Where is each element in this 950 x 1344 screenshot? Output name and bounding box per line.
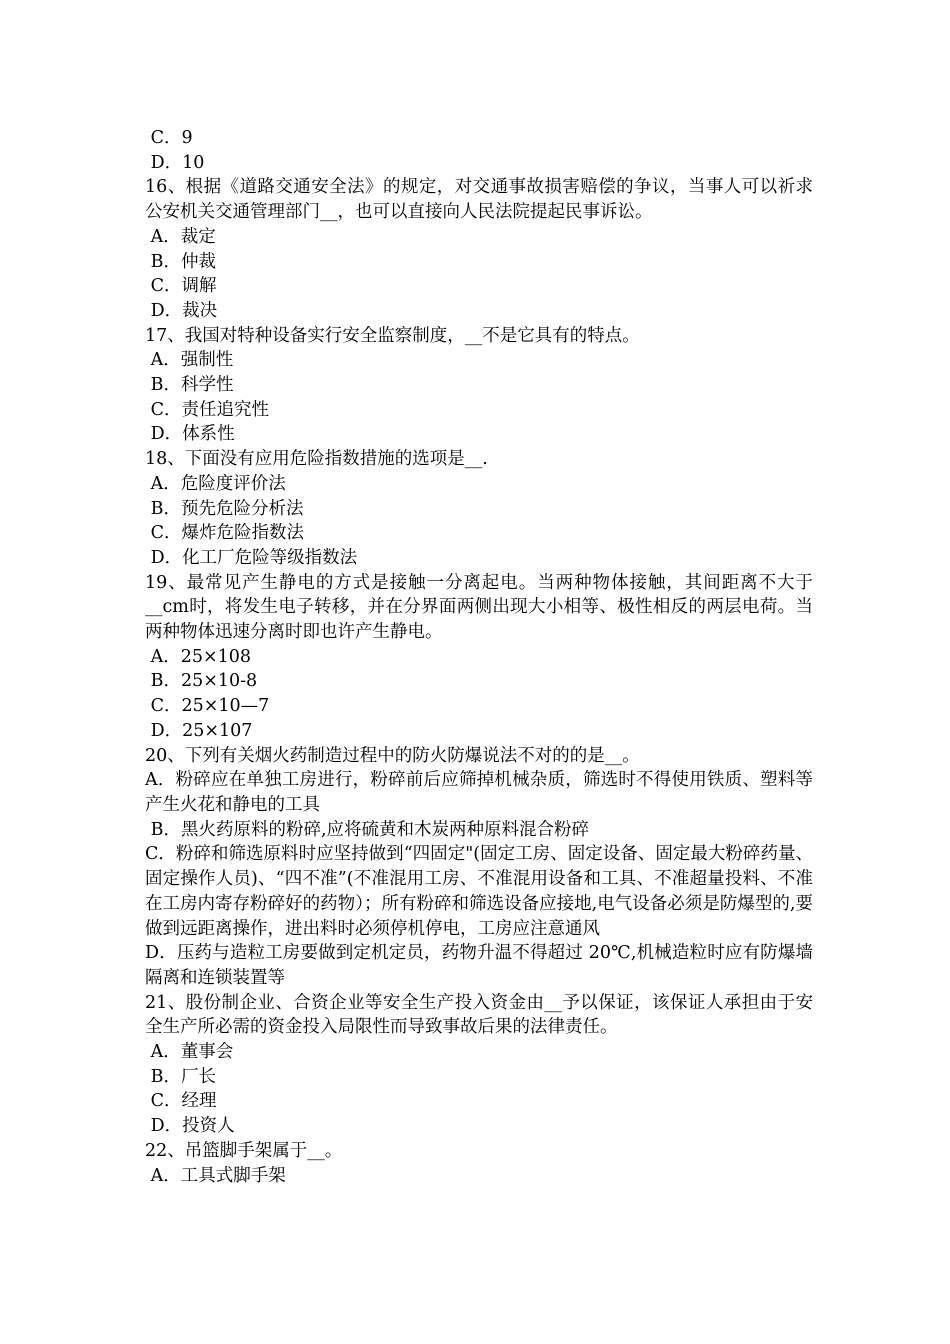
answer-option: D．25×107	[145, 720, 253, 741]
answer-option: D．裁决	[145, 300, 218, 321]
answer-option: B．科学性	[145, 375, 234, 396]
answer-option: B．25×10-8	[145, 671, 258, 692]
question-text: A．粉碎应在单独工房进行，粉碎前后应筛掉机械杂质，筛选时不得使用铁质、塑料等产生火花和静电的工具	[145, 770, 813, 815]
answer-option: D．投资人	[145, 1116, 235, 1137]
answer-option: C．爆炸危险指数法	[145, 523, 304, 544]
question-text: 22、吊篮脚手架属于__。	[145, 1140, 343, 1161]
answer-option: C．调解	[145, 276, 217, 297]
answer-option: A．强制性	[145, 350, 234, 371]
question-text: 17、我国对特种设备实行安全监察制度，__不是它具有的特点。	[145, 325, 640, 346]
question-text: 21、股份制企业、合资企业等安全生产投入资金由__予以保证，该保证人承担由于安全生产所必需的资金投入局限性而导致事故后果的法律责任。	[145, 992, 813, 1038]
question-text: 16、根据《道路交通安全法》的规定，对交通事故损害赔偿的争议，当事人可以祈求公安机关交通管理部门__，也可以直接向人民法院提起民事诉讼。	[145, 177, 813, 223]
answer-option: D．体系性	[145, 424, 235, 445]
answer-option: C．经理	[145, 1091, 217, 1112]
answer-option: B．黑火药原料的粉碎,应将硫黄和木炭两种原料混合粉碎	[145, 819, 589, 840]
question-text: C．粉碎和筛选原料时应坚持做到“四固定"(固定工房、固定设备、固定最大粉碎药量、固定操作人员)、“四不准”(不准混用工房、不准混用设备和工具、不准超量投料、不准在工房内寄存粉碎好的药物）；所有粉碎和筛选设备应接地,电气设备必须是防爆型的,要做到远距离操作，进出料时必须停机停电，工房应注意通风	[145, 844, 813, 939]
document-page	[145, 126, 813, 1188]
question-text: 19、最常见产生静电的方式是接触一分离起电。当两种物体接触，其间距离不大于__cm时，将发生电子转移，并在分界面两侧出现大小相等、极性相反的两层电荷。当两种物体迅速分离时即也许产生静电。	[145, 572, 813, 643]
answer-option: A．工具式脚手架	[145, 1165, 286, 1186]
answer-option: A．董事会	[145, 1042, 234, 1063]
answer-option: C．9	[145, 128, 193, 148]
answer-option: A．25×108	[145, 646, 252, 667]
answer-option: B．厂长	[145, 1066, 216, 1087]
question-text: D．压药与造粒工房要做到定机定员，药物升温不得超过 20℃,机械造粒时应有防爆墙隔离和连锁装置等	[145, 943, 813, 988]
question-text: 20、下列有关烟火药制造过程中的防火防爆说法不对的的是__。	[145, 745, 640, 766]
answer-option: C．25×10—7	[145, 696, 270, 717]
answer-option: A．裁定	[145, 226, 216, 247]
answer-option: B．预先危险分析法	[145, 498, 304, 519]
question-text: 18、下面没有应用危险指数措施的选项是__.	[145, 449, 488, 470]
answer-option: D．化工厂危险等级指数法	[145, 547, 358, 568]
answer-option: A．危险度评价法	[145, 473, 286, 494]
answer-option: D．10	[145, 152, 205, 173]
answer-option: B．仲裁	[145, 251, 216, 272]
answer-option: C．责任追究性	[145, 399, 269, 420]
